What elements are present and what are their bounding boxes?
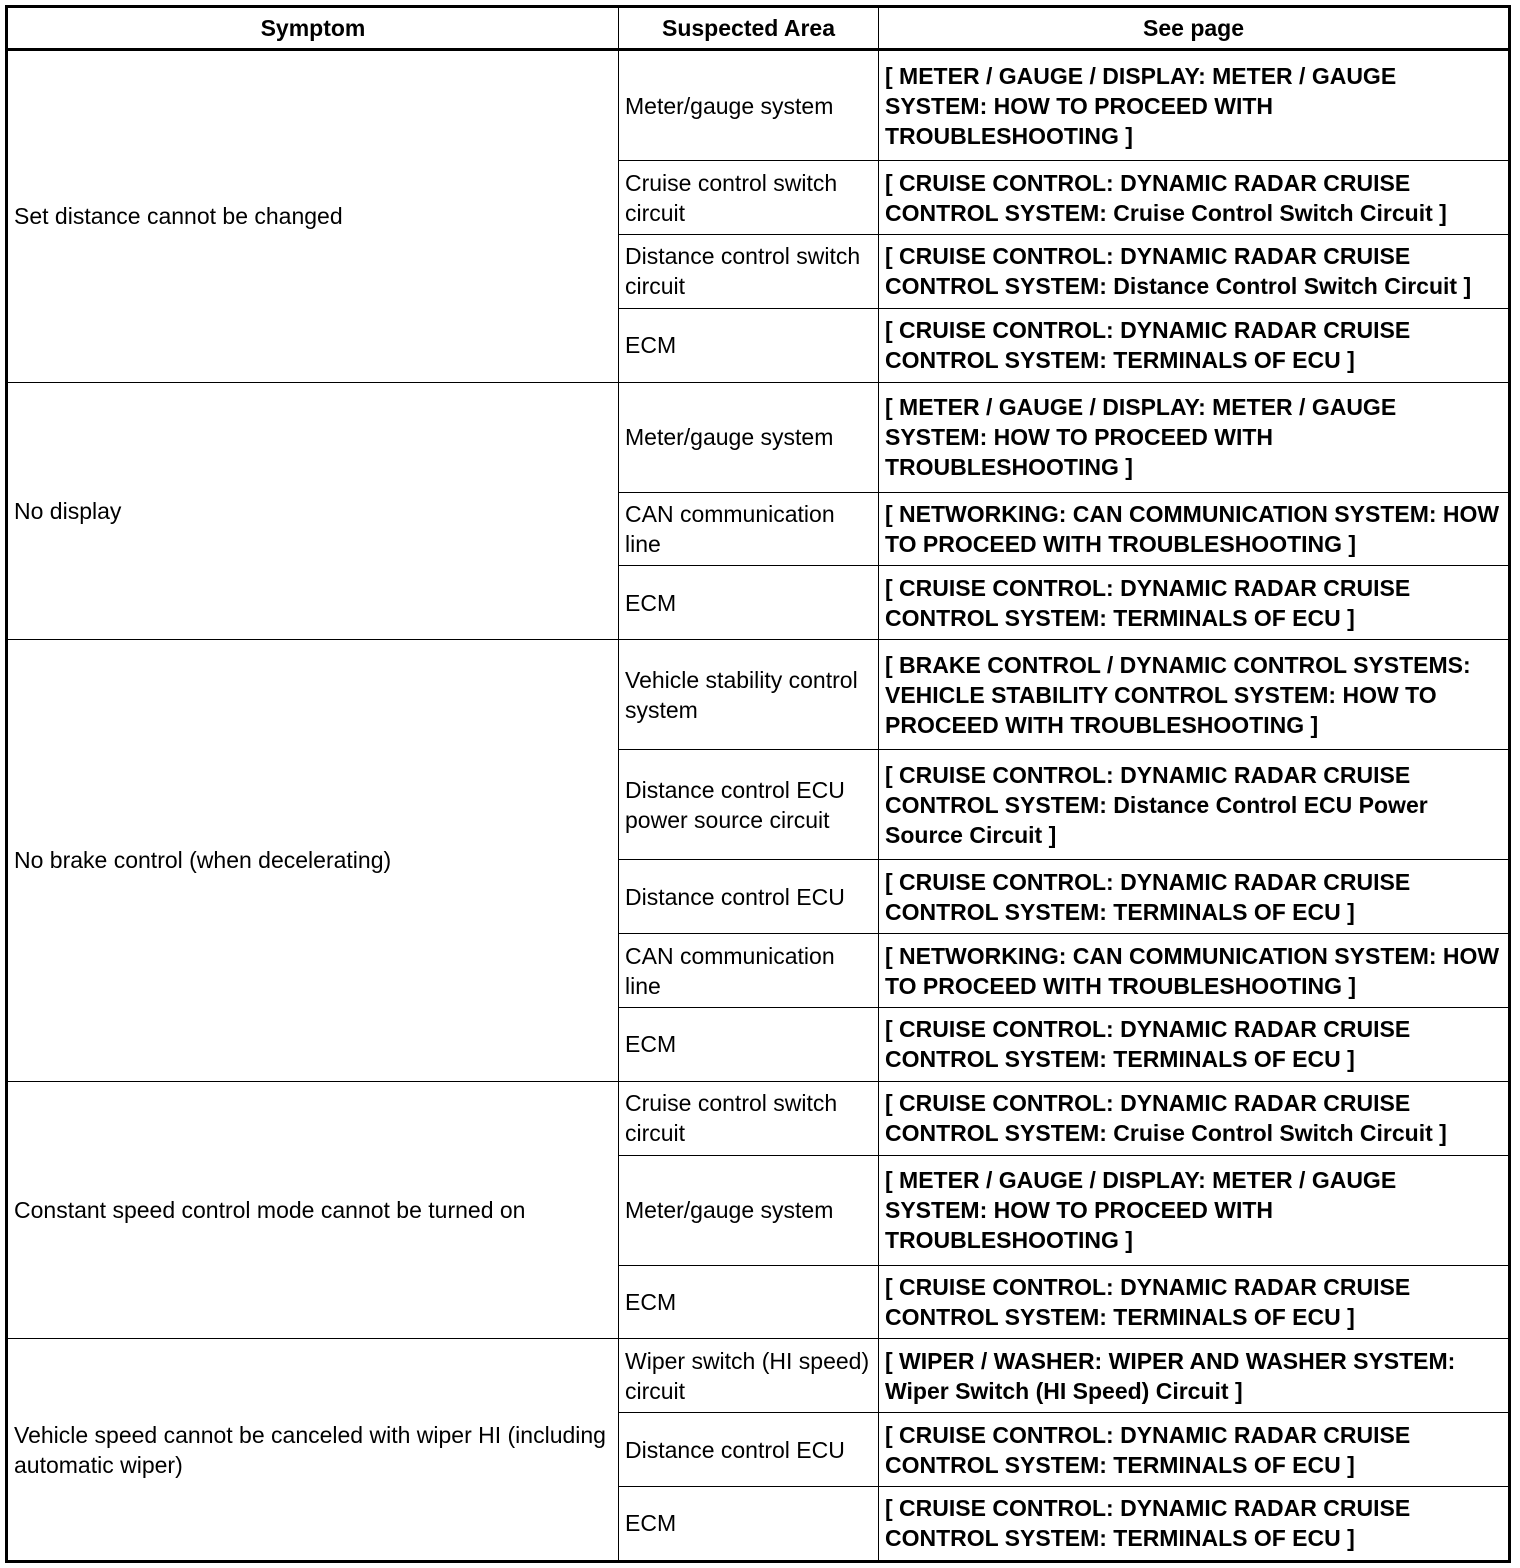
see-page-cell: [ CRUISE CONTROL: DYNAMIC RADAR CRUISE CONTROL SYSTEM: TERMINALS OF ECU ] bbox=[879, 1265, 1510, 1339]
suspected-area-cell: CAN communication line bbox=[619, 492, 879, 566]
suspected-area-cell: ECM bbox=[619, 566, 879, 640]
suspected-area-cell: Distance control switch circuit bbox=[619, 235, 879, 309]
see-page-cell: [ METER / GAUGE / DISPLAY: METER / GAUGE SYSTEM: HOW TO PROCEED WITH TROUBLESHOOTING ] bbox=[879, 1155, 1510, 1265]
suspected-area-cell: Meter/gauge system bbox=[619, 382, 879, 492]
suspected-area-cell: Distance control ECU bbox=[619, 860, 879, 934]
troubleshooting-table bbox=[5, 5, 1511, 1563]
see-page-cell: [ CRUISE CONTROL: DYNAMIC RADAR CRUISE CONTROL SYSTEM: TERMINALS OF ECU ] bbox=[879, 1486, 1510, 1561]
suspected-area-cell: Wiper switch (HI speed) circuit bbox=[619, 1339, 879, 1413]
suspected-area-cell: ECM bbox=[619, 1265, 879, 1339]
header-see-page: See page bbox=[879, 7, 1510, 50]
see-page-cell: [ CRUISE CONTROL: DYNAMIC RADAR CRUISE CONTROL SYSTEM: TERMINALS OF ECU ] bbox=[879, 1007, 1510, 1081]
see-page-cell: [ BRAKE CONTROL / DYNAMIC CONTROL SYSTEMS: VEHICLE STABILITY CONTROL SYSTEM: HOW TO PROCEED WITH TROUBLESHOOTING ] bbox=[879, 640, 1510, 750]
symptom-cell: Constant speed control mode cannot be turned on bbox=[7, 1081, 619, 1339]
suspected-area-cell: ECM bbox=[619, 308, 879, 382]
symptom-cell: No brake control (when decelerating) bbox=[7, 640, 619, 1081]
table-row bbox=[7, 50, 1510, 161]
see-page-cell: [ CRUISE CONTROL: DYNAMIC RADAR CRUISE CONTROL SYSTEM: TERMINALS OF ECU ] bbox=[879, 566, 1510, 640]
see-page-cell: [ CRUISE CONTROL: DYNAMIC RADAR CRUISE CONTROL SYSTEM: Cruise Control Switch Circuit ] bbox=[879, 161, 1510, 235]
header-suspected-area: Suspected Area bbox=[619, 7, 879, 50]
see-page-cell: [ CRUISE CONTROL: DYNAMIC RADAR CRUISE CONTROL SYSTEM: TERMINALS OF ECU ] bbox=[879, 308, 1510, 382]
suspected-area-cell: Vehicle stability control system bbox=[619, 640, 879, 750]
suspected-area-cell: CAN communication line bbox=[619, 934, 879, 1008]
see-page-cell: [ CRUISE CONTROL: DYNAMIC RADAR CRUISE CONTROL SYSTEM: TERMINALS OF ECU ] bbox=[879, 1413, 1510, 1487]
suspected-area-cell: Meter/gauge system bbox=[619, 50, 879, 161]
see-page-cell: [ CRUISE CONTROL: DYNAMIC RADAR CRUISE CONTROL SYSTEM: Distance Control Switch Circuit ] bbox=[879, 235, 1510, 309]
symptom-cell: No display bbox=[7, 382, 619, 640]
see-page-cell: [ CRUISE CONTROL: DYNAMIC RADAR CRUISE CONTROL SYSTEM: Distance Control ECU Power Source Circuit ] bbox=[879, 750, 1510, 860]
suspected-area-cell: Distance control ECU power source circuit bbox=[619, 750, 879, 860]
see-page-cell: [ CRUISE CONTROL: DYNAMIC RADAR CRUISE CONTROL SYSTEM: Cruise Control Switch Circuit ] bbox=[879, 1081, 1510, 1155]
suspected-area-cell: Meter/gauge system bbox=[619, 1155, 879, 1265]
see-page-cell: [ NETWORKING: CAN COMMUNICATION SYSTEM: HOW TO PROCEED WITH TROUBLESHOOTING ] bbox=[879, 492, 1510, 566]
symptom-cell: Vehicle speed cannot be canceled with wiper HI (including automatic wiper) bbox=[7, 1339, 619, 1562]
table-row bbox=[7, 1339, 1510, 1413]
suspected-area-cell: ECM bbox=[619, 1007, 879, 1081]
table-row bbox=[7, 382, 1510, 492]
suspected-area-cell: Distance control ECU bbox=[619, 1413, 879, 1487]
see-page-cell: [ WIPER / WASHER: WIPER AND WASHER SYSTEM: Wiper Switch (HI Speed) Circuit ] bbox=[879, 1339, 1510, 1413]
suspected-area-cell: Cruise control switch circuit bbox=[619, 161, 879, 235]
see-page-cell: [ METER / GAUGE / DISPLAY: METER / GAUGE SYSTEM: HOW TO PROCEED WITH TROUBLESHOOTING ] bbox=[879, 50, 1510, 161]
header-symptom: Symptom bbox=[7, 7, 619, 50]
suspected-area-cell: Cruise control switch circuit bbox=[619, 1081, 879, 1155]
see-page-cell: [ NETWORKING: CAN COMMUNICATION SYSTEM: HOW TO PROCEED WITH TROUBLESHOOTING ] bbox=[879, 934, 1510, 1008]
table-row bbox=[7, 1081, 1510, 1155]
symptom-cell: Set distance cannot be changed bbox=[7, 50, 619, 383]
table-row bbox=[7, 640, 1510, 750]
see-page-cell: [ CRUISE CONTROL: DYNAMIC RADAR CRUISE CONTROL SYSTEM: TERMINALS OF ECU ] bbox=[879, 860, 1510, 934]
see-page-cell: [ METER / GAUGE / DISPLAY: METER / GAUGE SYSTEM: HOW TO PROCEED WITH TROUBLESHOOTING ] bbox=[879, 382, 1510, 492]
header-row bbox=[7, 7, 1510, 50]
suspected-area-cell: ECM bbox=[619, 1486, 879, 1561]
